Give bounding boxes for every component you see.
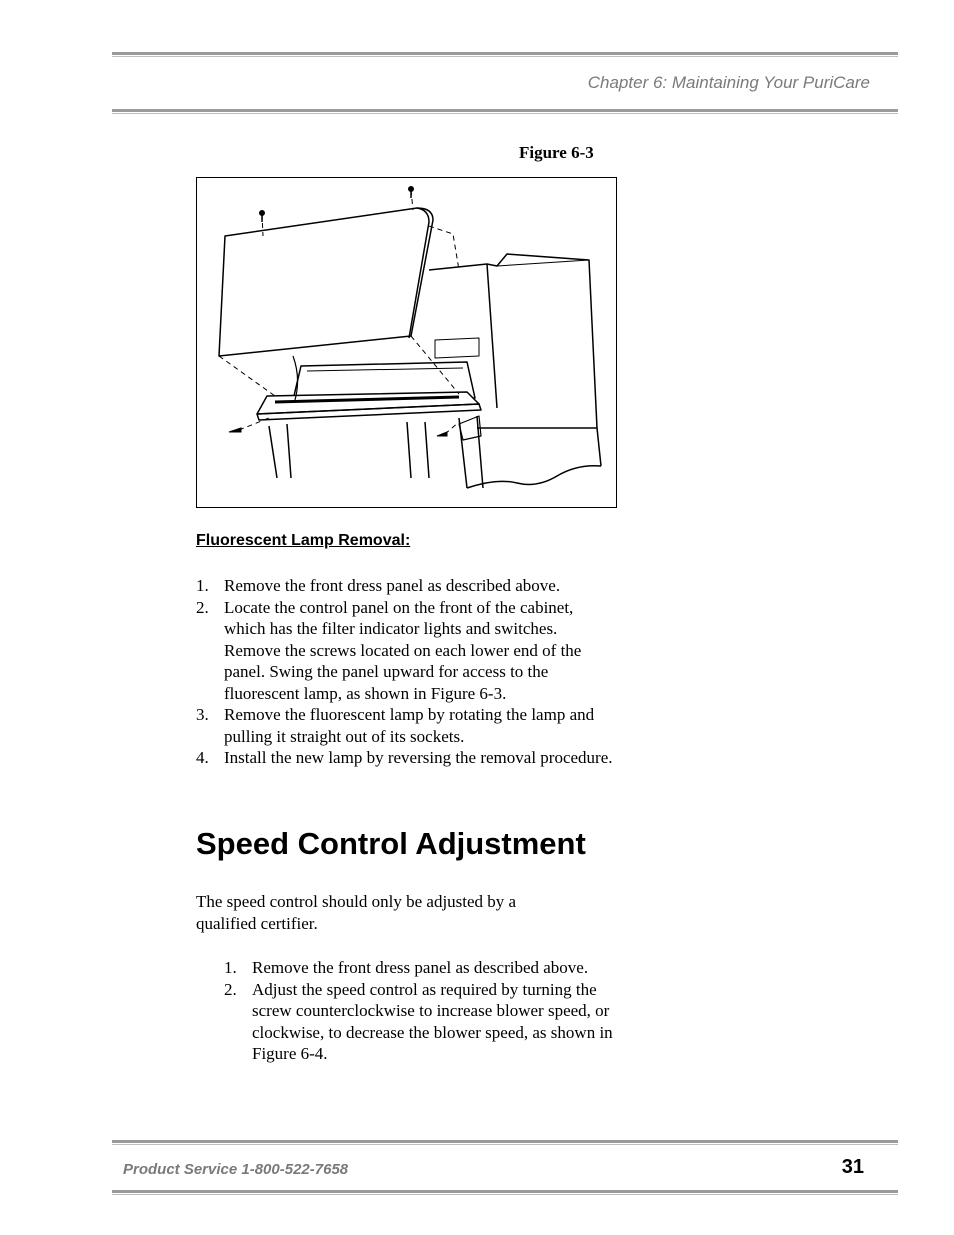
lamp-removal-heading: Fluorescent Lamp Removal: bbox=[196, 532, 411, 549]
speed-intro-paragraph: The speed control should only be adjusted by a qualified certifier. bbox=[196, 892, 517, 933]
list-item: 2. Locate the control panel on the front of the cabinet, which has the filter indicator lights and switches. Remove the screws located on each lower end of the panel. Swing the panel upward for access to the fluorescent lamp, as shown in Figure 6-3. bbox=[196, 597, 582, 703]
list-item: 1. Remove the front dress panel as described above. bbox=[224, 958, 589, 977]
figure-caption: Figure 6-3 bbox=[519, 143, 594, 162]
product-service-phone: Product Service 1-800-522-7658 bbox=[123, 1161, 349, 1178]
list-item: 4. Install the new lamp by reversing the removal procedure. bbox=[196, 748, 613, 767]
lamp-removal-steps bbox=[196, 575, 616, 769]
cabinet-drawing bbox=[197, 178, 616, 507]
list-item: 3. Remove the fluorescent lamp by rotating the lamp and pulling it straight out of its sockets. bbox=[196, 705, 595, 746]
page-number: 31 bbox=[841, 1156, 864, 1178]
header-rule-bottom bbox=[112, 109, 898, 114]
running-head: Chapter 6: Maintaining Your PuriCare bbox=[587, 73, 870, 92]
speed-adjust-steps bbox=[224, 957, 614, 1065]
footer-rule-top bbox=[112, 1140, 898, 1145]
header-rule-top bbox=[112, 52, 898, 57]
footer-rule-bottom bbox=[112, 1190, 898, 1195]
list-item: 2. Adjust the speed control as required by turning the screw counterclockwise to increase blower speed, or clockwise, to decrease the blower speed, as shown in Figure 6-4. bbox=[224, 979, 613, 1063]
figure-6-3-illustration bbox=[196, 177, 617, 508]
list-item: 1. Remove the front dress panel as described above. bbox=[196, 576, 561, 595]
section-title: Speed Control Adjustment bbox=[196, 826, 586, 861]
